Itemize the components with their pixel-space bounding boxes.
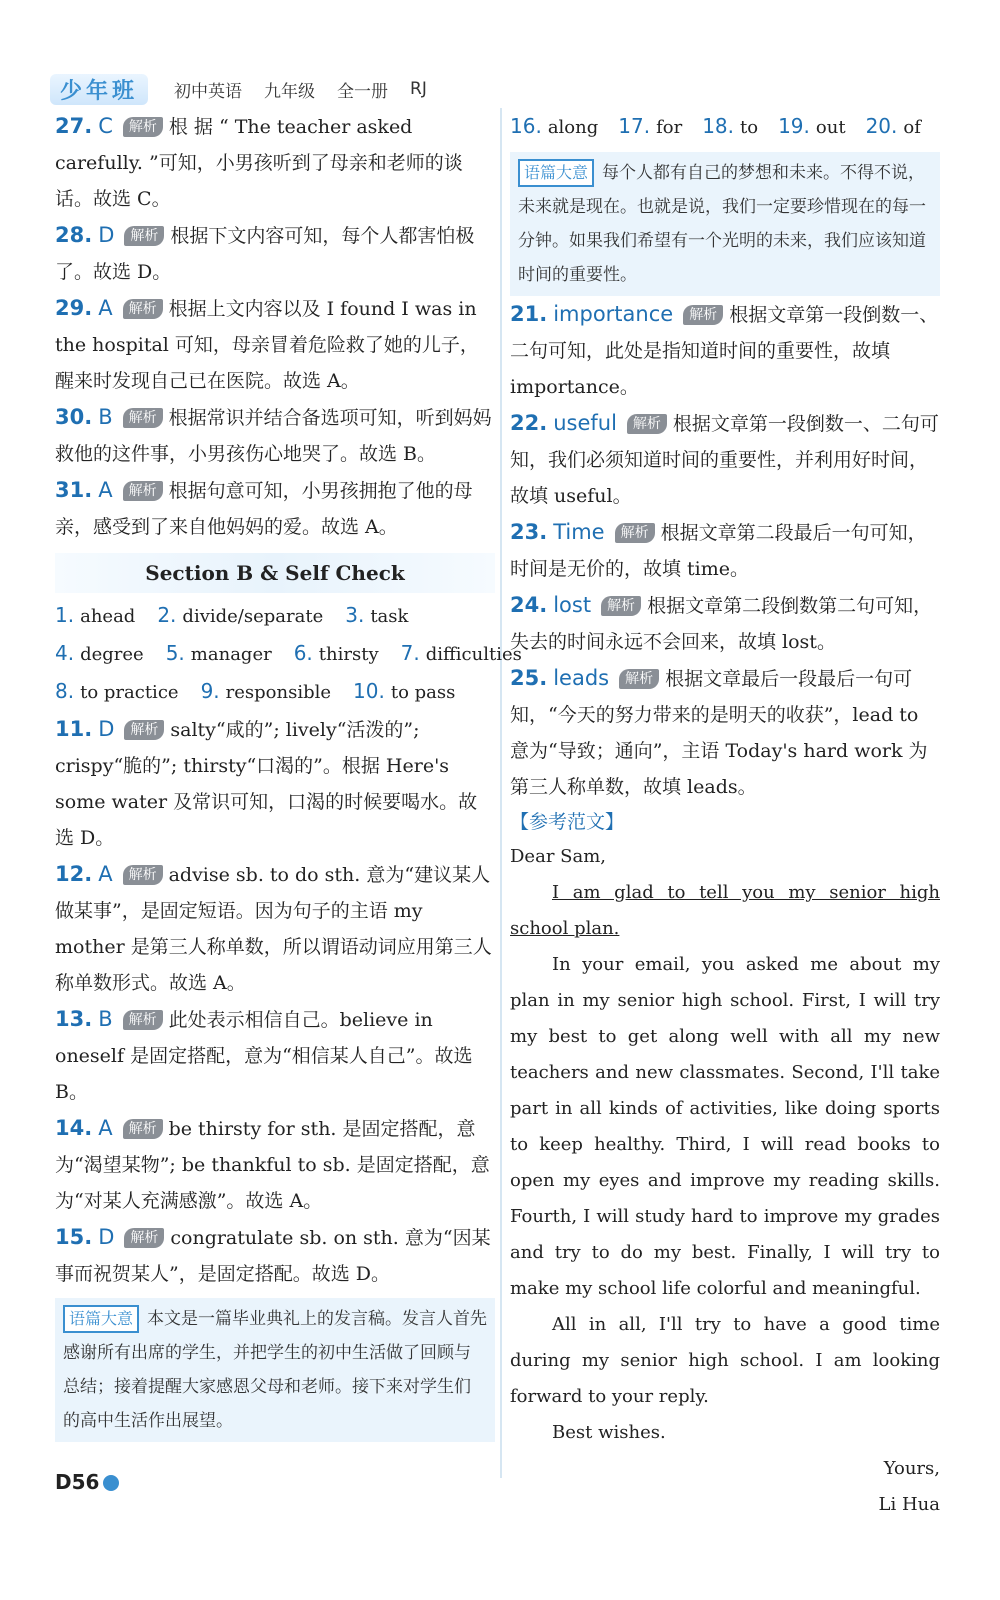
fill-answer	[55, 603, 136, 627]
answer-item	[510, 405, 940, 514]
fill-answer	[165, 641, 272, 665]
fill-answer	[400, 641, 522, 665]
explain-badge: 解析	[123, 408, 163, 428]
summary-text: 每个人都有自己的梦想和未来。不得不说，未来就是现在。也就是说，我们一定要珍惜现在的每一分钟。如果我们希望有一个光明的未来，我们应该知道时间的重要性。	[518, 163, 926, 285]
blank-word: to practice	[80, 682, 179, 703]
fill-answer	[345, 603, 409, 627]
blank-number: 1.	[55, 603, 75, 627]
passage-summary	[55, 1298, 495, 1442]
explain-badge: 解析	[124, 720, 164, 740]
answer-key: A	[98, 296, 113, 320]
answer-list-reading	[55, 108, 495, 545]
explanation-text: be thirsty for sth. 是固定搭配，意为“渴望某物”; be thankful to sb. 是固定搭配，意为“对某人充满感激”。故选 A。	[55, 1118, 490, 1212]
fill-row	[55, 673, 495, 711]
explain-badge: 解析	[123, 865, 163, 885]
question-number: 21.	[510, 302, 548, 326]
essay-paragraph-1: I am glad to tell you my senior high school plan.	[510, 882, 940, 939]
left-column	[55, 108, 522, 1442]
answer-item	[510, 587, 940, 660]
explain-badge: 解析	[123, 299, 163, 319]
answer-key: A	[98, 1116, 113, 1140]
fill-answers	[55, 597, 522, 711]
explain-badge: 解析	[627, 414, 667, 434]
blank-number: 18.	[702, 114, 734, 138]
question-number: 23.	[510, 520, 548, 544]
brand-logo: 少年班	[50, 74, 148, 105]
essay-closing: Yours,	[883, 1458, 940, 1479]
answer-key: useful	[553, 411, 617, 435]
blank-word: thirsty	[318, 644, 379, 665]
answer-key: B	[98, 1007, 113, 1031]
answer-item	[55, 1001, 495, 1110]
explanation-text: 根据文章第一段倒数一、二句可知，我们必须知道时间的重要性，并利用好时间，故填 useful。	[510, 413, 939, 507]
fill-answer	[293, 641, 379, 665]
question-number: 12.	[55, 862, 93, 886]
summary-label: 语篇大意	[518, 159, 594, 187]
header-subject: 初中英语	[174, 81, 243, 102]
answer-key: A	[98, 478, 113, 502]
passage-summary-right	[510, 152, 940, 296]
blank-number: 2.	[157, 603, 177, 627]
blank-number: 8.	[55, 679, 75, 703]
blank-number: 17.	[618, 114, 651, 138]
answer-item	[510, 296, 940, 405]
answer-key: Time	[553, 520, 605, 544]
essay-signature: Li Hua	[878, 1494, 940, 1515]
page-header	[50, 72, 500, 106]
explanation-text: 根据句意可知，小男孩拥抱了他的母亲，感受到了来自他妈妈的爱。故选 A。	[55, 480, 473, 538]
blank-word: task	[370, 606, 409, 627]
fill-answer	[510, 114, 599, 138]
essay-paragraph-2: In your email, you asked me about my plan in my senior high school. First, I will try my best to get along well with all my new teachers and new classmates. Second, I'll take part in all kinds of activities, like doing sports to keep healthy. Third, I will read books to open my eyes and improve my reading skills. Fourth, I will study hard to improve my grades and try to do my best. Finally, I will try to make my school life colorful and meaningful.	[510, 954, 940, 1299]
fill-answer	[157, 603, 324, 627]
essay-label: 【参考范文】	[510, 811, 625, 833]
summary-label: 语篇大意	[63, 1305, 139, 1333]
explanation-text: 此处表示相信自己。believe in oneself 是固定搭配，意为“相信某人自己”。故选 B。	[55, 1009, 473, 1103]
question-number: 14.	[55, 1116, 93, 1140]
essay-paragraph-4: Best wishes.	[552, 1422, 666, 1443]
page-number-text: D56	[55, 1470, 100, 1494]
explanation-text: advise sb. to do sth. 意为“建议某人做某事”，是固定短语。因为句子的主语 my mother 是第三人称单数，所以谓语动词应用第三人称单数形式。故选 A。	[55, 864, 492, 994]
explanation-text: 根 据 “ The teacher asked carefully. ”可知，小男孩听到了母亲和老师的谈话。故选 C。	[55, 116, 463, 210]
header-grade: 九年级	[264, 81, 316, 102]
answer-key: D	[98, 717, 115, 741]
explanation-text: 根据文章第一段倒数一、二句可知，此处是指知道时间的重要性，故填 importance。	[510, 304, 939, 398]
blank-number: 5.	[165, 641, 185, 665]
blank-word: degree	[80, 644, 144, 665]
explain-badge: 解析	[683, 305, 723, 325]
header-edition: RJ	[410, 79, 427, 99]
blank-number: 20.	[865, 114, 898, 138]
essay-paragraph-3: All in all, I'll try to have a good time during my senior high school. I am looking forward to your reply.	[510, 1314, 940, 1407]
blank-number: 3.	[345, 603, 365, 627]
explanation-text: 根据文章最后一段最后一句可知，“今天的努力带来的是明天的收获”，lead to 意为“导致；通向”，主语 Today's hard work 为第三人称单数，故填 leads。	[510, 668, 928, 798]
blank-word: along	[547, 117, 599, 138]
model-essay	[510, 805, 940, 1523]
fill-row	[55, 597, 495, 635]
explain-badge: 解析	[619, 669, 659, 689]
answer-key: D	[98, 223, 115, 247]
explanation-text: salty“咸的”; lively“活泼的”; crispy“脆的”; thirsty“口渴的”。根据 Here's some water 及常识可知，口渴的时候要喝水。故选 D。	[55, 719, 478, 849]
answer-item	[510, 514, 940, 587]
answer-item	[55, 290, 495, 399]
explain-badge: 解析	[123, 117, 163, 137]
fill-answer	[200, 679, 332, 703]
question-number: 24.	[510, 593, 548, 617]
question-number: 31.	[55, 478, 93, 502]
fill-answer	[55, 641, 144, 665]
blank-number: 19.	[778, 114, 810, 138]
blank-word: ahead	[80, 606, 136, 627]
blank-word: difficulties	[425, 644, 522, 665]
answer-item	[55, 856, 495, 1001]
explain-badge: 解析	[123, 1010, 163, 1030]
blank-word: responsible	[225, 682, 332, 703]
blank-word: divide/separate	[182, 606, 324, 627]
answer-item	[55, 472, 495, 545]
explanation-text: 根据文章第二段最后一句可知，时间是无价的，故填 time。	[510, 522, 927, 580]
fill-answer	[353, 679, 456, 703]
question-number: 15.	[55, 1225, 93, 1249]
blank-number: 16.	[510, 114, 542, 138]
answer-key: B	[98, 405, 113, 429]
answer-key: A	[98, 862, 113, 886]
question-number: 11.	[55, 717, 93, 741]
answer-key: leads	[553, 666, 610, 690]
answer-item	[55, 1110, 495, 1219]
explain-badge: 解析	[615, 523, 655, 543]
essay-greeting: Dear Sam,	[510, 846, 606, 867]
answer-item	[55, 108, 495, 217]
explanation-text: 根据文章第二段倒数第二句可知，失去的时间永远不会回来，故填 lost。	[510, 595, 933, 653]
question-number: 30.	[55, 405, 93, 429]
blank-number: 4.	[55, 641, 75, 665]
blank-word: for	[656, 117, 683, 138]
explain-badge: 解析	[601, 596, 641, 616]
explanation-text: 根据常识并结合备选项可知，听到妈妈救他的这件事，小男孩伤心地哭了。故选 B。	[55, 407, 492, 465]
answer-key: lost	[553, 593, 592, 617]
blank-word: to	[740, 117, 759, 138]
question-number: 28.	[55, 223, 93, 247]
answer-item	[55, 217, 495, 290]
blank-number: 7.	[400, 641, 420, 665]
question-number: 13.	[55, 1007, 93, 1031]
fill-answer	[865, 114, 921, 138]
header-volume: 全一册	[337, 81, 389, 102]
explain-badge: 解析	[124, 226, 164, 246]
blank-number: 10.	[353, 679, 385, 703]
explain-badge: 解析	[123, 481, 163, 501]
answer-key: D	[98, 1225, 115, 1249]
fill-answer	[618, 114, 683, 138]
answer-item	[55, 1219, 495, 1292]
blank-word: to pass	[390, 682, 456, 703]
question-number: 29.	[55, 296, 93, 320]
blank-word: manager	[190, 644, 272, 665]
explanation-text: 根据上文内容以及 I found I was in the hospital 可知，母亲冒着危险救了她的儿子，醒来时发现自己已在医院。故选 A。	[55, 298, 479, 392]
answer-item	[510, 660, 940, 805]
blank-word: out	[815, 117, 846, 138]
explain-badge: 解析	[124, 1228, 164, 1248]
explanation-text: 根据下文内容可知，每个人都害怕极了。故选 D。	[55, 225, 475, 283]
fill-answer	[702, 114, 759, 138]
answer-list-choice	[55, 711, 495, 1292]
question-number: 25.	[510, 666, 548, 690]
answer-key: importance	[553, 302, 674, 326]
answer-item	[55, 399, 495, 472]
fill-answers-right	[510, 108, 940, 146]
column-divider	[500, 108, 502, 1478]
fill-answer	[778, 114, 846, 138]
blank-word: of	[903, 117, 921, 138]
blank-number: 6.	[293, 641, 313, 665]
right-column	[510, 108, 940, 1523]
blank-number: 9.	[200, 679, 220, 703]
fill-row	[55, 635, 522, 673]
question-number: 27.	[55, 114, 93, 138]
page-dot-icon	[103, 1475, 119, 1491]
explanation-text: congratulate sb. on sth. 意为“因某事而祝贺某人”，是固定搭配。故选 D。	[55, 1227, 491, 1285]
summary-text: 本文是一篇毕业典礼上的发言稿。发言人首先感谢所有出席的学生，并把学生的初中生活做了回顾与总结；接着提醒大家感恩父母和老师。接下来对学生们的高中生活作出展望。	[63, 1309, 488, 1431]
question-number: 22.	[510, 411, 548, 435]
answer-list-fill	[510, 296, 940, 805]
section-title: Section B & Self Check	[55, 553, 495, 593]
page-number	[55, 1470, 119, 1494]
answer-item	[55, 711, 495, 856]
answer-key: C	[98, 114, 113, 138]
fill-answer	[55, 679, 179, 703]
explain-badge: 解析	[123, 1119, 163, 1139]
